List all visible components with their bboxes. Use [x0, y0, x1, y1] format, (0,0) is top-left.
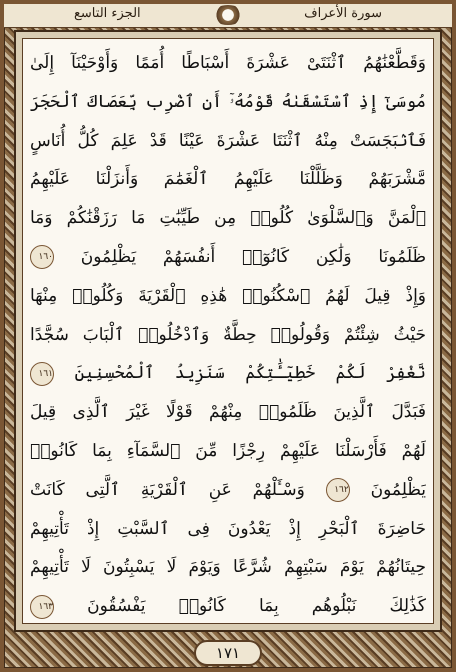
verse-line [30, 471, 426, 510]
verse-line [30, 83, 426, 122]
verse-text: حَاضِرَةَ ٱلْبَحْرِ إِذْ يَعْدُونَ فِى ٱلسَّبْتِ إِذْ تَأْتِيهِمْ [30, 518, 426, 539]
ayah-marker: ١٦٢ [326, 478, 350, 502]
verse-text: مَّشْرَبَهُمْ وَظَلَّلْنَا عَلَيْهِمُ ٱلْغَمَٰمَ وَأَنزَلْنَا عَلَيْهِمُ [30, 169, 426, 190]
verse-line [30, 122, 426, 161]
header-ornament-icon [212, 5, 244, 25]
verse-line [30, 277, 426, 316]
verse-text: نَّغْفِرْ لَكُمْ خَطِيٓـَٰٔتِكُمْ سَنَزِيدُ ٱلْمُحْسِنِينَ [74, 363, 426, 384]
verse-text: حِيتَانُهُمْ يَوْمَ سَبْتِهِمْ شُرَّعًا وَيَوْمَ لَا يَسْبِتُونَ لَا تَأْتِيهِمْ [30, 557, 426, 578]
verse-text: وَإِذْ قِيلَ لَهُمُ ٱسْكُنُوا۟ هَٰذِهِ ٱلْقَرْيَةَ وَكُلُوا۟ مِنْهَا [30, 285, 426, 306]
verse-line [30, 44, 426, 83]
verse-line [30, 354, 426, 393]
ayah-marker: ١٦٣ [30, 595, 54, 619]
ayah-marker: ١٦٠ [30, 245, 54, 269]
verse-text: مُوسَىٰٓ إِذِ ٱسْتَسْقَىٰهُ قَوْمُهُۥٓ أَنِ ٱضْرِب بِّعَصَاكَ ٱلْحَجَرَ [30, 91, 426, 112]
verse-line [30, 393, 426, 432]
ayah-marker: ١٦١ [30, 362, 54, 386]
page-number: ١٧١ [194, 640, 262, 666]
verse-text: وَقَطَّعْنَٰهُمُ ٱثْنَتَىْ عَشْرَةَ أَسْبَاطًا أُمَمًا وَأَوْحَيْنَآ إِلَىٰ [30, 53, 426, 73]
verse-text: فَبَدَّلَ ٱلَّذِينَ ظَلَمُوا۟ مِنْهُمْ قَوْلًا غَيْرَ ٱلَّذِى قِيلَ [30, 402, 426, 423]
verse-text: ظَلَمُونَا وَلَٰكِن كَانُوٓا۟ أَنفُسَهُمْ يَظْلِمُونَ [80, 246, 426, 267]
verse-text: فَٱنۢبَجَسَتْ مِنْهُ ٱثْنَتَا عَشْرَةَ عَيْنًا قَدْ عَلِمَ كُلُّ أُنَاسٍ [30, 130, 426, 151]
juz-label: الجزء التاسع [74, 6, 141, 21]
verse-text: ٱلْمَنَّ وَٱلسَّلْوَىٰ كُلُوا۟ مِن طَيِّبَٰتِ مَا رَزَقْنَٰكُمْ وَمَا [30, 208, 426, 229]
verse-line [30, 548, 426, 587]
verse-line [30, 160, 426, 199]
verse-text: لَهُمْ فَأَرْسَلْنَا عَلَيْهِمْ رِجْزًا مِّنَ ٱلسَّمَآءِ بِمَا كَانُوا۟ [30, 440, 426, 461]
surah-label: سورة الأعراف [304, 6, 382, 21]
verse-line [30, 432, 426, 471]
verse-line [30, 238, 426, 277]
verse-line [30, 587, 426, 626]
verse-text: حَيْثُ شِئْتُمْ وَقُولُوا۟ حِطَّةٌ وَٱدْخُلُوا۟ ٱلْبَابَ سُجَّدًا [30, 324, 426, 345]
verse-text: يَظْلِمُونَ [370, 479, 426, 500]
verse-line [30, 316, 426, 355]
verse-line [30, 510, 426, 549]
verse-text: كَذَٰلِكَ نَبْلُوهُم بِمَا كَانُوا۟ يَفْسُقُونَ [87, 596, 426, 617]
verse-lines [30, 44, 426, 626]
verse-text: وَسْـَٔلْهُمْ عَنِ ٱلْقَرْيَةِ ٱلَّتِى كَانَتْ [30, 479, 305, 500]
verse-line [30, 199, 426, 238]
page-header [4, 4, 452, 28]
